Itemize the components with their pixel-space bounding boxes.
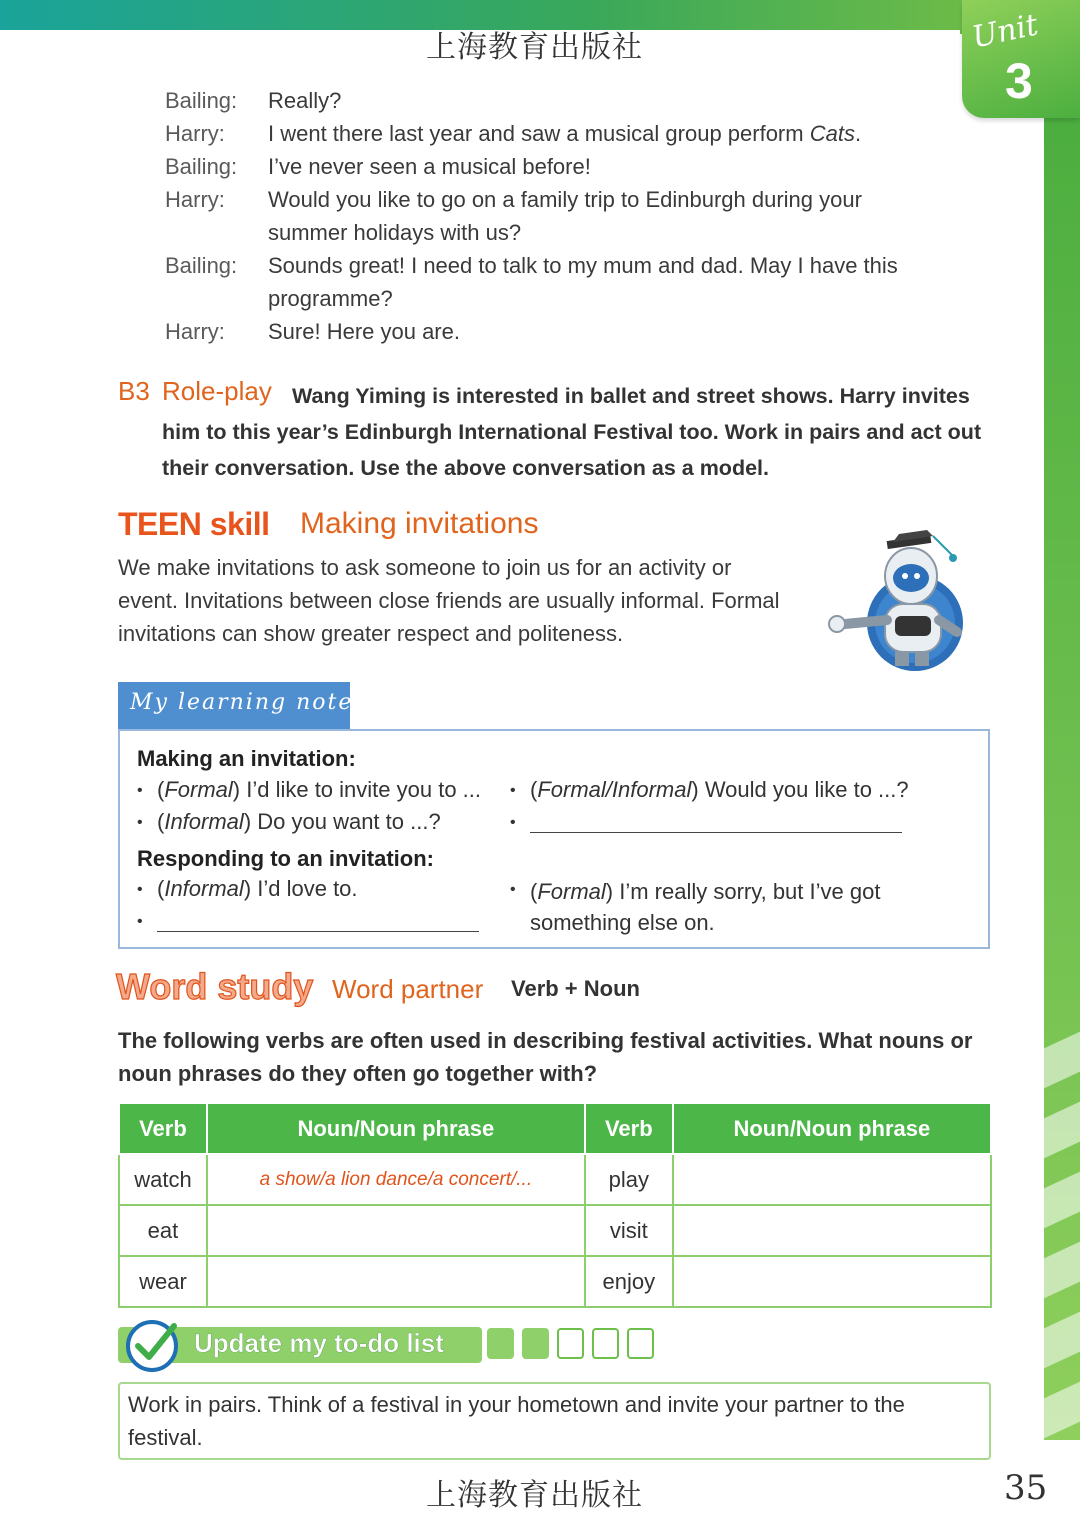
table-cell: eat (119, 1205, 207, 1256)
progress-box-empty (592, 1328, 619, 1359)
table-header: Noun/Noun phrase (673, 1104, 991, 1154)
verb-noun-table (118, 1104, 992, 1308)
dialogue-line: I’ve never seen a musical before! (268, 154, 591, 179)
notes-heading: Responding to an invitation: (137, 846, 434, 871)
bullet-icon: • (510, 782, 516, 799)
table-cell-example: a show/a lion dance/a concert/... (207, 1154, 585, 1205)
word-study-label: Word study (116, 966, 314, 1007)
progress-box-filled (487, 1328, 514, 1359)
learning-notes-title: My learning notes (130, 690, 367, 715)
progress-box-empty (557, 1328, 584, 1359)
table-cell-answer[interactable] (673, 1256, 991, 1307)
unit-tab-number: 3 (1005, 53, 1033, 109)
table-row (119, 1205, 991, 1256)
table-cell-answer[interactable] (207, 1205, 585, 1256)
table-cell-answer[interactable] (673, 1154, 991, 1205)
progress-box-empty (627, 1328, 654, 1359)
table-row (119, 1154, 991, 1205)
word-study-instruction: The following verbs are often used in describing festival activities. What nouns or noun phrases do they often go together with? (118, 1028, 973, 1086)
page-number: 35 (1004, 1468, 1048, 1508)
word-study-subtitle: Word partner (332, 974, 484, 1004)
fill-in-blank[interactable] (530, 832, 902, 833)
notes-item: (Formal) I’m really sorry, but I’ve got something else on. (530, 879, 881, 935)
bullet-icon: • (137, 814, 143, 831)
dialogue-speaker: Harry: (165, 319, 225, 344)
publisher-watermark-top: 上海教育出版社 (426, 30, 643, 65)
notes-heading: Making an invitation: (137, 746, 356, 771)
table-header: Noun/Noun phrase (207, 1104, 585, 1154)
dialogue-line: Sure! Here you are. (268, 319, 460, 344)
teen-skill-subtitle: Making invitations (300, 507, 539, 540)
notes-item: (Formal) I’d like to invite you to ... (157, 777, 482, 802)
table-header: Verb (585, 1104, 673, 1154)
todo-task-text: Work in pairs. Think of a festival in your hometown and invite your partner to the festival. (128, 1392, 905, 1450)
table-cell-answer[interactable] (207, 1256, 585, 1307)
word-study-formula: Verb + Noun (511, 976, 640, 1001)
dialogue-line: I went there last year and saw a musical group perform Cats. (268, 121, 862, 146)
notes-item: (Informal) I’d love to. (157, 876, 358, 901)
table-cell: visit (585, 1205, 673, 1256)
dialogue-speaker: Bailing: (165, 88, 238, 113)
table-cell: enjoy (585, 1256, 673, 1307)
bullet-icon: • (137, 913, 143, 930)
todo-label: Update my to-do list (194, 1328, 444, 1358)
table-cell: play (585, 1154, 673, 1205)
bullet-icon: • (137, 881, 143, 898)
teen-skill-label: TEEN skill (118, 506, 270, 542)
table-cell-answer[interactable] (673, 1205, 991, 1256)
bullet-icon: • (510, 814, 516, 831)
unit-tab-word: Unit (969, 7, 1042, 56)
table-header: Verb (119, 1104, 207, 1154)
table-cell: wear (119, 1256, 207, 1307)
table-header-row (119, 1104, 991, 1154)
table-cell: watch (119, 1154, 207, 1205)
activity-code: B3 (118, 376, 150, 406)
side-color-strip (1044, 118, 1080, 1440)
dialogue-speaker: Bailing: (165, 154, 238, 179)
activity-title: Role-play (162, 376, 272, 406)
dialogue-speaker: Harry: (165, 187, 225, 212)
teen-skill-text: We make invitations to ask someone to join us for an activity or event. Invitations between close friends are usually informal. Formal invitations can show greater respect and politeness. (118, 555, 780, 646)
progress-box-filled (522, 1328, 549, 1359)
fill-in-blank[interactable] (157, 931, 479, 932)
notes-item: (Informal) Do you want to ...? (157, 809, 441, 834)
checkmark-icon (124, 1316, 180, 1372)
bullet-icon: • (137, 782, 143, 799)
dialogue-speaker: Harry: (165, 121, 225, 146)
dialogue-line: Sounds great! I need to talk to my mum and dad. May I have this programme? (268, 253, 898, 311)
activity-instruction: Wang Yiming is interested in ballet and street shows. Harry invites him to this year’s Edinburgh International Festival too. Work in pairs and act out their conversation. Use the above conversation as a model. (162, 384, 982, 480)
notes-item: (Formal/Informal) Would you like to ...? (530, 777, 909, 802)
robot-mascot-icon (815, 528, 975, 678)
dialogue-line: Really? (268, 88, 342, 113)
dialogue-speaker: Bailing: (165, 253, 238, 278)
publisher-watermark-bottom: 上海教育出版社 (426, 1478, 643, 1513)
dialogue-line: Would you like to go on a family trip to Edinburgh during your summer holidays with us? (268, 187, 862, 245)
table-row (119, 1256, 991, 1307)
bullet-icon: • (510, 881, 516, 898)
